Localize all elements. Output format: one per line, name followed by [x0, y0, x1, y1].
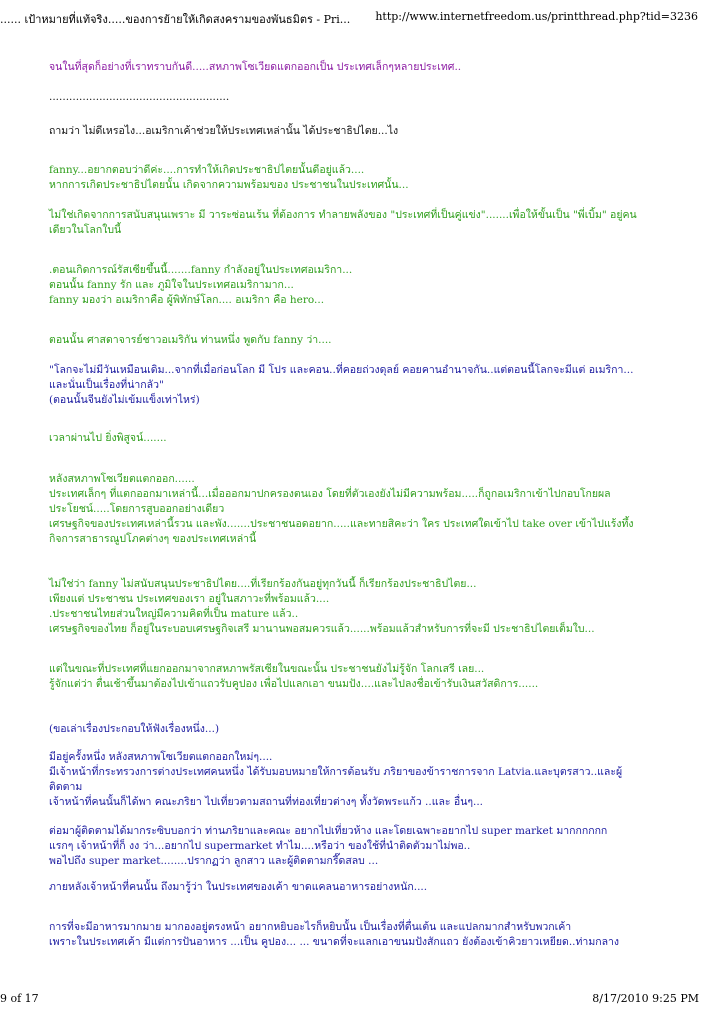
page-url[interactable]: http://www.internetfreedom.us/printthread.php?tid=3236 — [375, 10, 698, 23]
text-line: หลังสหภาพโซเวียตแตกออก...... — [49, 473, 195, 485]
print-datetime: 8/17/2010 9:25 PM — [592, 992, 699, 1005]
text-line: หากการเกิดประชาธิปไตยนั้น เกิดจากความพร้อมของ ประชาชนในประเทศนั้น... — [49, 179, 409, 191]
paragraph — [49, 263, 352, 308]
text-line: พอไปถึง super market........ปรากฏว่า ลูกสาว และผู้ติดตามกรี๊ดสลบ ... — [49, 855, 379, 867]
text-line: (ขอเล่าเรื่องประกอบให้ฟังเรื่องหนึ่ง...) — [49, 723, 220, 735]
text-line: "โลกจะไม่มีวันเหมือนเดิม...จากที่เมื่อก่อนโลก มี โปร และคอน..ที่คอยถ่วงดุลย์ คอยคานอำนาจกัน..แต่ตอนนี้โลกจะมีแต่ อเมริกา... — [49, 364, 634, 376]
text-line: กิจการสาธารณูปโภคต่างๆ ของประเทศเหล่านี้ — [49, 533, 257, 545]
paragraph — [49, 472, 634, 547]
text-line: มีอยู่ครั้งหนึ่ง หลังสหภาพโซเวียตแตกออกใหม่ๆ.... — [49, 751, 273, 763]
paragraph — [49, 750, 622, 810]
text-line: .ตอนเกิดการณ์รัสเซียขึ้นนี้.......fanny กำลังอยู่ในประเทศอเมริกา... — [49, 264, 353, 276]
text-line: .ประชาชนไทยส่วนใหญ่มีความคิดที่เป็น mature แล้ว.. — [49, 608, 299, 620]
text-line: ตอนนั้น ศาสดาจารย์ชาวอเมริกัน ท่านหนึ่ง พูดกับ fanny ว่า.... — [49, 334, 332, 346]
text-line: ติดตาม — [49, 781, 83, 793]
text-line: ไม่ใช่ว่า fanny ไม่สนับสนุนประชาธิปไตย....ที่เรียกร้องกันอยู่ทุกวันนี้ ก็เรียกร้องประชาธิปไตย... — [49, 578, 477, 590]
text-line: เวลาผ่านไป ยิ่งพิสูจน์....... — [49, 432, 167, 444]
paragraph — [49, 880, 427, 895]
paragraph — [49, 722, 219, 737]
text-line: ประโยชน์.....โดยการสูบออกอย่างเดียว — [49, 503, 225, 515]
text-line: ถามว่า ไม่ดีเหรอไง...อเมริกาเค้าช่วยให้ประเทศเหล่านั้น ได้ประชาธิปไตย...ไง — [49, 125, 399, 137]
page-number: 9 of 17 — [0, 992, 39, 1005]
page-title: ...... เป้าหมายที่แท้จริง.....ของการย้ายให้เกิดสงครามของพันธมิตร - Pri... — [0, 13, 351, 26]
paragraph — [49, 333, 332, 348]
text-line: เจ้าหน้าที่คนนั้นก็ได้พา คณะภริยา ไปเที่ยวตามสถานที่ท่องเที่ยวต่างๆ ทั้งวัดพระแก้ว ..และ อื่นๆ... — [49, 796, 484, 808]
text-line: fanny มองว่า อเมริกาคือ ผู้พิทักษ์โลก.... อเมริกา คือ hero... — [49, 294, 325, 306]
text-line: เพราะในประเทศเค้า มีแต่การปันอาหาร ...เป็น คูปอง... ... ขนาดที่จะแลกเอาขนมปังสักแถว ยังต้องเข้าคิวยาวเหยียด..ท่ามกลาง — [49, 936, 620, 948]
text-line: การที่จะมีอาหารมากมาย มากองอยู่ตรงหน้า อยากหยิบอะไรก็หยิบนั้น เป็นเรื่องที่ตื่นเต้น และแปลกมากสำหรับพวกเค้า — [49, 921, 572, 933]
text-line: แต่ในขณะที่ประเทศที่แยกออกมาจากสหภาพรัสเซียในขณะนั้น ประชาชนยังไม่รู้จัก โลกเสรี เลย... — [49, 663, 485, 675]
paragraph — [49, 431, 167, 446]
paragraph — [49, 920, 619, 950]
text-line: fanny...อยากตอบว่าดีค่ะ....การทำให้เกิดประชาธิปไตยนั้นดีอยู่แล้ว.... — [49, 164, 365, 176]
text-line: รู้จักแต่ว่า ตื่นเช้าขึ้นมาต้องไปเข้าแถวรับคูปอง เพื่อไปแลกเอา ขนมปัง....และไปลงชื่อเข้ารับเงินสวัสดิการ...... — [49, 678, 539, 690]
text-line: แรกๆ เจ้าหน้าที่ก็ งง ว่า...อยากไป supermarket ทำไม....หรือว่า ของใช้ที่นำติดตัวมาไม่พอ.. — [49, 840, 471, 852]
text-line: เดียวในโลกใบนี้ — [49, 224, 122, 236]
text-line: เศรษฐกิจของประเทศเหล่านี้รวน และพัง.......ประชาชนอดอยาก.....และทายสิคะว่า ใคร ประเทศใดเข้าไป take over เข้าไปแร้งทึ้ง — [49, 518, 634, 530]
print-footer — [0, 992, 701, 1008]
paragraph — [49, 90, 229, 105]
text-line: ตอนนั้น fanny รัก และ ภูมิใจในประเทศอเมริกามาก... — [49, 279, 294, 291]
paragraph — [49, 163, 409, 193]
text-line: เพียงแต่ ประชาชน ประเทศของเรา อยู่ในสภาวะที่พร้อมแล้ว.... — [49, 593, 330, 605]
text-line: และนั่นเป็นเรื่องที่น่ากลัว" — [49, 379, 164, 391]
quote-paragraph — [49, 363, 633, 408]
text-line: มีเจ้าหน้าที่กระทรวงการต่างประเทศคนหนึ่ง ได้รับมอบหมายให้การต้อนรับ ภริยาของข้าราชการจาก Latvia.และบุตรสาว..และผู้ — [49, 766, 623, 778]
paragraph — [49, 208, 637, 238]
paragraph — [49, 824, 607, 869]
text-line: เศรษฐกิจของไทย ก็อยู่ในระบอบเศรษฐกิจเสรี มานานพอสมควรแล้ว......พร้อมแล้วสำหรับการที่จะมี ประชาธิปไตยเต็มใบ... — [49, 623, 595, 635]
text-line: (ตอนนั้นจีนยังไม่เข้มแข็งเท่าไหร่) — [49, 394, 200, 406]
text-line: ภายหลังเจ้าหน้าที่คนนั้น ถึงมารู้ว่า ในประเทศของเค้า ขาดแคลนอาหารอย่างหนัก.... — [49, 881, 428, 893]
print-header — [0, 10, 701, 26]
paragraph — [49, 124, 398, 139]
text-line: ...................................................... — [49, 91, 230, 103]
text-line: จนในที่สุดก็อย่างที่เราทราบกันดี.....สหภาพโซเวียดแตกออกเป็น ประเทศเล็กๆหลายประเทศ.. — [49, 61, 462, 73]
text-line: ต่อมาผู้ติดตามได้มากระซิบบอกว่า ท่านภริยาและคณะ อยากไปเที่ยวห้าง และโดยเฉพาะอยากไป super market มากกกกกก — [49, 825, 608, 837]
paragraph — [49, 577, 595, 637]
text-line: ประเทศเล็กๆ ที่แตกออกมาเหล่านี้...เมื่อออกมาปกครองตนเอง โดยที่ตัวเองยังไม่มีความพร้อม.....ก็ถูกอเมริกาเข้าไปกอบโกยผล — [49, 488, 611, 500]
paragraph — [49, 60, 461, 75]
text-line: ไม่ใช่เกิดจากการสนับสนุนเพราะ มี วาระซ่อนเร้น ที่ต้องการ ทำลายพลังของ "ประเทศที่เป็นคู่แข่ง".......เพื่อให้ขั้นเป็น "พี่เบิ้ม" อยู่คน — [49, 209, 637, 221]
paragraph — [49, 662, 538, 692]
